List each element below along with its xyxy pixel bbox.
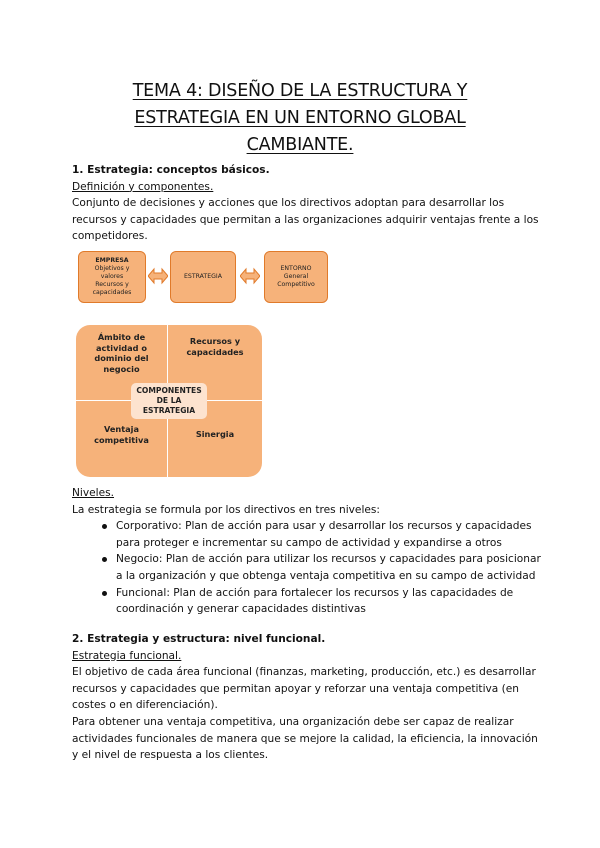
double-arrow-icon (240, 267, 260, 285)
double-arrow-icon (148, 267, 168, 285)
center-line-1: COMPONENTES (136, 386, 202, 395)
estrategia-box (170, 251, 236, 303)
niveles-section (72, 485, 542, 618)
entorno-line-2: General (283, 273, 309, 280)
section-1-subheading: Definición y componentes. (72, 180, 214, 193)
list-item: Corporativo: Plan de acción para usar y desarrollar los recursos y capacidades para proteger e incrementar su campo de actividad y expandirse a otros (116, 518, 542, 551)
empresa-box (78, 251, 146, 303)
empresa-line-3: valores (100, 273, 124, 280)
empresa-label: EMPRESA (95, 257, 129, 264)
ventaja-line-2: competitiva (94, 434, 149, 445)
empresa-line-4: Recursos y (95, 281, 129, 288)
components-center-box (131, 383, 207, 419)
entorno-box (264, 251, 328, 303)
title-line-1: TEMA 4: DISEÑO DE LA ESTRUCTURA Y (132, 81, 468, 101)
center-line-2: DE LA (156, 396, 182, 405)
niveles-intro: La estrategia se formula por los directivos en tres niveles: (72, 503, 380, 516)
ambito-line-4: negocio (103, 363, 140, 374)
ambito-line-1: Ámbito de (97, 332, 146, 342)
section-1-paragraph: Conjunto de decisiones y acciones que los directivos adoptan para desarrollar los recursos y capacidades que permitan a las organizaciones adquirir ventajas frente a los competidores. (72, 197, 539, 243)
title-line-2: ESTRATEGIA EN UN ENTORNO GLOBAL (134, 108, 466, 128)
section-2 (72, 631, 542, 764)
section-2-paragraph-1: El objetivo de cada área funcional (finanzas, marketing, producción, etc.) es desarrollar recursos y capacidades que permitan apoyar y reforzar una ventaja competitiva (en costes o en diferenciación). (72, 666, 536, 712)
niveles-list (72, 518, 542, 618)
niveles-subheading: Niveles. (72, 487, 115, 499)
empresa-line-2: Objetivos y (94, 265, 130, 272)
recursos-line-1: Recursos y (189, 336, 241, 346)
estrategia-label: ESTRATEGIA (184, 273, 222, 280)
section-1-heading: 1. Estrategia: conceptos básicos. (72, 164, 270, 176)
section-1 (72, 162, 542, 245)
ambito-line-2: actividad o (96, 342, 147, 353)
list-item: Funcional: Plan de acción para fortalecer los recursos y las capacidades de coordinación y generar capacidades distintivas (116, 585, 542, 618)
title-line-3: CAMBIANTE. (246, 135, 354, 155)
sinergia-label: Sinergia (195, 429, 235, 439)
ventaja-line-1: Ventaja (103, 424, 140, 434)
section-2-subheading: Estrategia funcional. (72, 649, 182, 662)
page-title (70, 78, 530, 159)
entorno-label: ENTORNO (280, 265, 312, 272)
ambito-line-3: dominio del (94, 353, 149, 363)
center-line-3: ESTRATEGIA (142, 406, 196, 415)
section-2-heading: 2. Estrategia y estructura: nivel funcional. (72, 633, 326, 645)
list-item: Negocio: Plan de acción para utilizar los recursos y capacidades para posicionar a la organización y que obtenga ventaja competitiva en su campo de actividad (116, 551, 542, 584)
recursos-line-2: capacidades (186, 346, 244, 357)
section-2-paragraph-2: Para obtener una ventaja competitiva, una organización debe ser capaz de realizar actividades funcionales de manera que se mejore la calidad, la eficiencia, la innovación y el nivel de respuesta a los clientes. (72, 715, 538, 762)
empresa-line-5: capacidades (92, 289, 132, 296)
entorno-line-3: Competitivo (277, 281, 315, 288)
